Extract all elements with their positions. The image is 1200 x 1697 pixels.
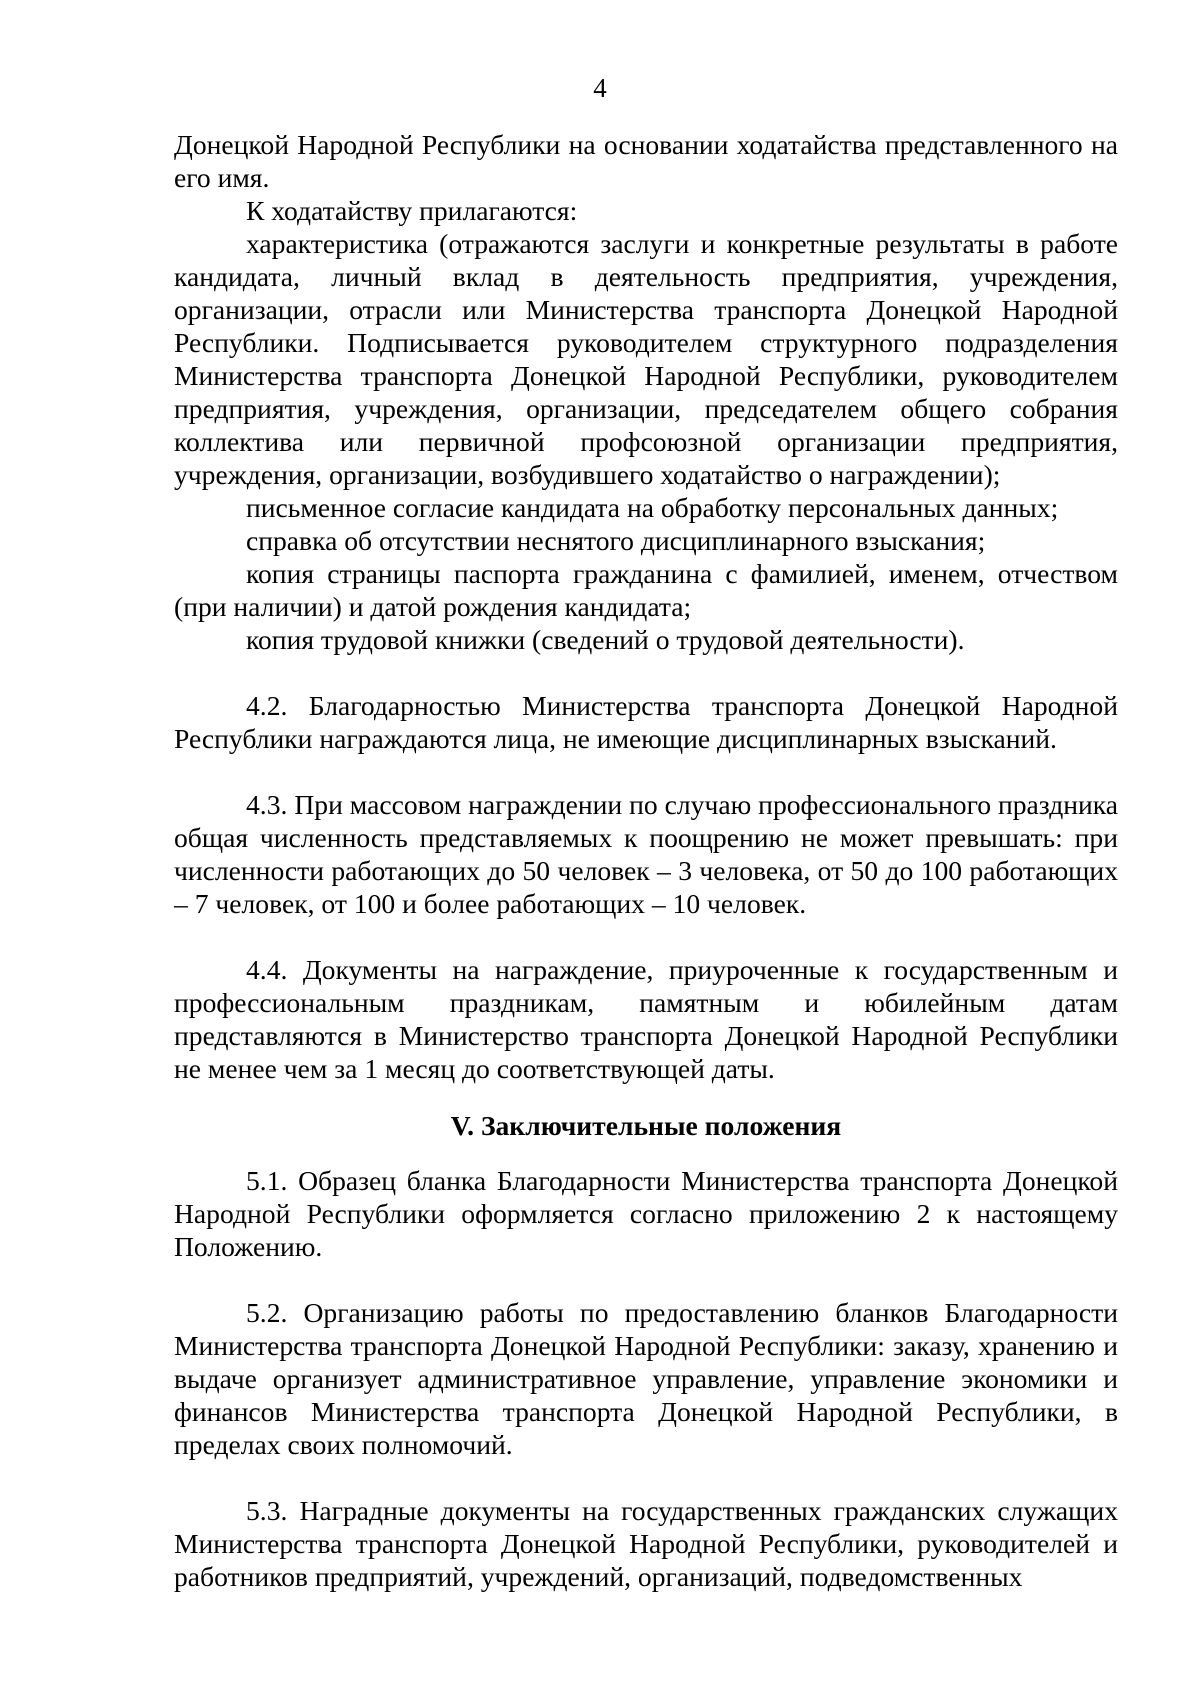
clause-4-2: 4.2. Благодарностью Министерства транспорта Донецкой Народной Республики награждаются лица, не имеющие дисциплинарных взысканий. xyxy=(174,690,1118,754)
document-body xyxy=(174,128,1118,1593)
list-item-characteristic: характеристика (отражаются заслуги и конкретные результаты в работе кандидата, личный вклад в деятельность предприятия, учреждения, организации, отрасли или Министерства транспорта Донецкой Народной Республики. Подписывается руководителем структурного подразделения Министерства транспорта Донецкой Народной Республики, руководителем предприятия, учреждения, организации, председателем общего собрания коллектива или первичной профсоюзной организации предприятия, учреждения, организации, возбудившего ходатайство о награждении); xyxy=(174,228,1118,490)
paragraph-attachments-heading: К ходатайству прилагаются: xyxy=(246,195,578,226)
clause-5-1: 5.1. Образец бланка Благодарности Министерства транспорта Донецкой Народной Республики оформляется согласно приложению 2 к настоящему Положению. xyxy=(174,1165,1118,1262)
list-item-workbook-copy: копия трудовой книжки (сведений о трудовой деятельности). xyxy=(246,624,965,655)
clause-5-2: 5.2. Организацию работы по предоставлению бланков Благодарности Министерства транспорта Донецкой Народной Республики: заказу, хранению и выдаче организует административное управление, управление экономики и финансов Министерства транспорта Донецкой Народной Республики, в пределах своих полномочий. xyxy=(174,1297,1118,1460)
clause-4-3: 4.3. При массовом награждении по случаю профессионального праздника общая численность представляемых к поощрению не может превышать: при численности работающих до 50 человек – 3 человека, от 50 до 100 работающих – 7 человек, от 100 и более работающих – 10 человек. xyxy=(174,789,1118,919)
page-number: 4 xyxy=(593,73,607,103)
section-heading-final-provisions: V. Заключительные положения xyxy=(450,1110,842,1141)
paragraph-intro: Донецкой Народной Республики на основании ходатайства представленного на его имя. xyxy=(174,129,1118,193)
list-item-consent: письменное согласие кандидата на обработку персональных данных; xyxy=(246,492,1059,523)
list-item-certificate: справка об отсутствии неснятого дисциплинарного взыскания; xyxy=(246,525,986,556)
clause-5-3: 5.3. Наградные документы на государственных гражданских служащих Министерства транспорта Донецкой Народной Республики, руководителей и работников предприятий, учреждений, организаций, подведомственных xyxy=(174,1495,1118,1592)
clause-4-4: 4.4. Документы на награждение, приуроченные к государственным и профессиональным праздникам, памятным и юбилейным датам представляются в Министерство транспорта Донецкой Народной Республики не менее чем за 1 месяц до соответствующей даты. xyxy=(174,954,1118,1084)
list-item-passport-copy: копия страницы паспорта гражданина с фамилией, именем, отчеством (при наличии) и датой рождения кандидата; xyxy=(174,558,1118,622)
